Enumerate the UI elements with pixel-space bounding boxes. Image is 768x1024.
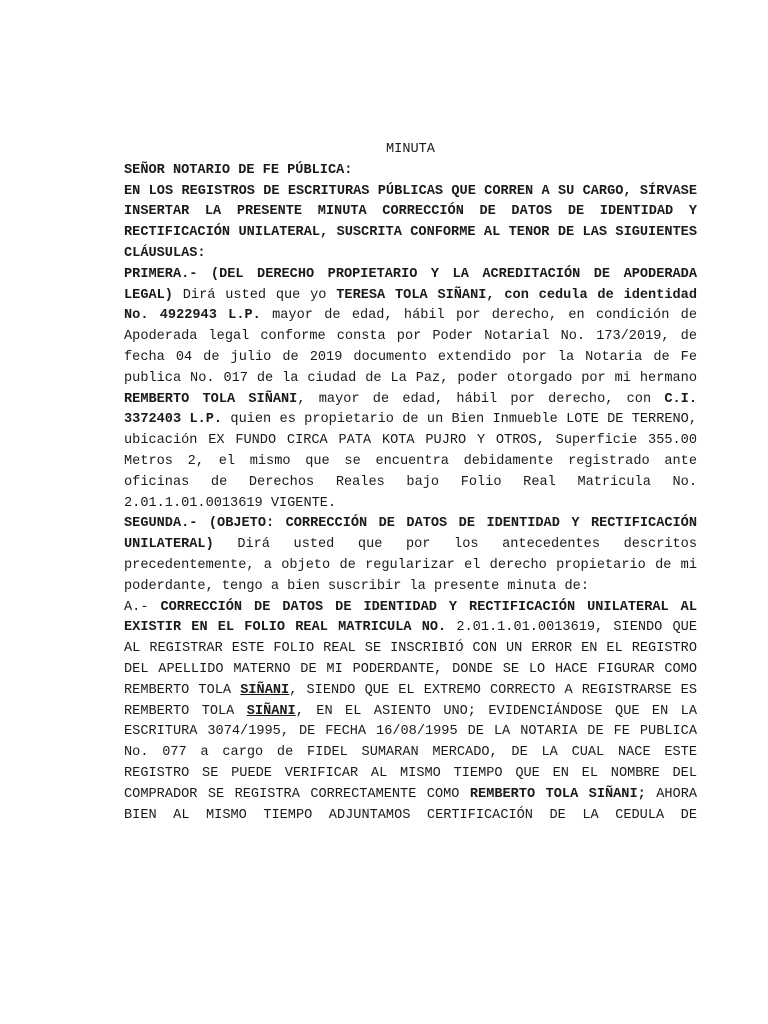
clause-a-text-2: , SIENDO QUE EL EXTREMO CORRECTO A REGISTRARSE ES REMBERTO TOLA [124, 682, 697, 719]
clause-primera-owner-ci: C.I. 3372403 L.P. [124, 391, 697, 428]
clause-segunda-label: SEGUNDA.- (OBJETO: CORRECCIÓN DE DATOS DE IDENTIDAD Y RECTIFICACIÓN UNILATERAL) [124, 516, 697, 553]
clause-primera-text-1: Dirá usted que yo [172, 287, 337, 303]
clause-primera-grantor: TERESA TOLA SIÑANI, con cedula de identidad No. 4922943 L.P. [124, 287, 697, 324]
clause-a-text-4: AHORA BIEN AL MISMO TIEMPO ADJUNTAMOS CERTIFICACIÓN DE LA CEDULA DE [124, 786, 698, 823]
clause-primera-text-2: mayor de edad, hábil por derecho, en condición de Apoderada legal conforme consta por Poder Notarial No. 173/2019, de fecha 04 de julio de 2019 documento extendido por la Notaria de Fe publica No. 017 de la ciudad de La Paz, poder otorgado por mi hermano [124, 308, 697, 386]
clause-primera [124, 265, 697, 515]
addressee-heading [124, 161, 697, 182]
intro-paragraph [124, 182, 697, 265]
clause-a-prefix: A.- [124, 599, 161, 615]
clause-a-wrong-surname: SIÑANI [240, 682, 290, 698]
clause-segunda-text: Dirá usted que por los antecedentes descritos precedentemente, a objeto de regularizar el derecho propietario de mi poderdante, tengo a bien suscribir la presente minuta de: [124, 537, 697, 594]
document-title: MINUTA [386, 142, 435, 157]
clause-a-buyer-name: REMBERTO TOLA SIÑANI; [469, 786, 646, 802]
clause-a-text-3: , EN EL ASIENTO UNO; EVIDENCIÁNDOSE QUE EN LA ESCRITURA 3074/1995, DE FECHA 16/08/1995 DE LA NOTARIA DE FE PUBLICA No. 077 a cargo de FIDEL SUMARAN MERCADO, DE LA CUAL NACE ESTE REGISTRO SE PUEDE VERIFICAR AL MISMO TIEMPO QUE EN EL NOMBRE DEL COMPRADOR SE REGISTRA CORRECTAMENTE COMO [124, 703, 697, 802]
addressee-text: SEÑOR NOTARIO DE FE PÚBLICA: [124, 162, 353, 178]
clause-primera-text-4: quien es propietario de un Bien Inmueble LOTE DE TERRENO, ubicación EX FUNDO CIRCA PATA KOTA PUJRO Y OTROS, Superficie 355.00 Metros 2, el mismo que se encuentra debidamente registrado ante oficinas de Derechos Reales bajo Folio Real Matricula No. 2.01.1.01.0013619 VIGENTE. [124, 412, 697, 511]
clause-a [124, 598, 697, 827]
minuta-body [124, 140, 697, 826]
intro-text: EN LOS REGISTROS DE ESCRITURAS PÚBLICAS QUE CORREN A SU CARGO, SÍRVASE INSERTAR LA PRESENTE MINUTA CORRECCIÓN DE DATOS DE IDENTIDAD Y RECTIFICACIÓN UNILATERAL, SUSCRITA CONFORME AL TENOR DE LAS SIGUIENTES CLÁUSULAS: [124, 183, 697, 261]
clause-a-label: CORRECCIÓN DE DATOS DE IDENTIDAD Y RECTIFICACIÓN UNILATERAL AL EXISTIR EN EL FOLIO REAL MATRICULA NO. [124, 599, 697, 636]
clause-a-text-1: 2.01.1.01.0013619, SIENDO QUE AL REGISTRAR ESTE FOLIO REAL SE INSCRIBIÓ CON UN ERROR EN EL REGISTRO DEL APELLIDO MATERNO DE MI PODERDANTE, DONDE SE LO HACE FIGURAR COMO REMBERTO TOLA [124, 620, 697, 698]
clause-primera-text-3: , mayor de edad, hábil por derecho, con [297, 391, 665, 407]
clause-primera-label: PRIMERA.- (DEL DERECHO PROPIETARIO Y LA ACREDITACIÓN DE APODERADA LEGAL) [124, 266, 697, 303]
clause-primera-owner: REMBERTO TOLA SIÑANI [124, 391, 298, 407]
clause-segunda [124, 514, 697, 597]
clause-a-correct-surname: SIÑANI [246, 703, 296, 719]
